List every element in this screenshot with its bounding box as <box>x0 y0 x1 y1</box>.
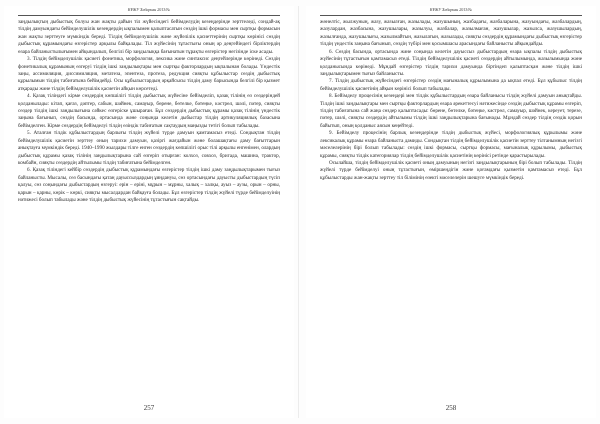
paragraph: 7. Тілдің дыбыстық жүйесіндегі өзгерістер сөздің мағыналық құрылымына да ықпал етеді. Бұл құбылыс тілдің бейімделушілік қасиетінің айқын көрінісі болып табылады. <box>320 78 582 92</box>
paragraph: 5. Аталған тілдік құбылыстардың барлығы тілдің жүйелі түрде дамуын қамтамасыз етеді. Сондықтан тілдің бейімделушілік қасиетін зерттеу оның тарихи дамуын, қазіргі жағдайын және болашақтағы даму бағыттарын анықтауға мүмкіндік береді. 1940–1990 жылдары тілге енген сөздердің көпшілігі орыс тілі арқылы енгенімен, олардың дыбыстық құрамы қазақ тілінің заңдылықтарына сай өзгеріп отырған: колхоз, совхоз, бригада, машина, трактор, комбайн, сияқты сөздердің айтылымы тілдің табиғатына бейімделген. <box>18 130 280 167</box>
paragraph: 6. Сөздің басында, ортасында және соңында келетін дауыссыз дыбыстардың өзара ықпалы тілдің дыбыстық жүйесінің тұтастығын қамтамасыз етеді. Тілдің бейімделушілік қасиеті сөздердің айтылымында, жазылымында және қолданысында көрінеді. Мұндай өзгерістер тілдің тарихи дамуында біртіндеп қалыптасқан және тілдің ішкі заңдылықтарымен тығыз байланысты. <box>320 48 582 77</box>
running-head <box>18 6 280 16</box>
page-number: 257 <box>143 404 155 412</box>
paragraph: 6. Қазақ тіліндегі кейбір сөздердің дыбыстық құрамындағы өзгерістер тілдің ішкі даму заңдылықтарымен тығыз байланысты. Мысалы, сөз басындағы қатаң дауыссыздардың ұяңдануы, сөз ортасындағы дауысты дыбыстардың түсіп қалуы, сөз соңындағы дыбыстардың өзгеруі: ерін – еріні, мұрын – мұрны, халық – халқы, ауыз – аузы, орын – орны, қарын – қарны, көрік – көркі, сияқты мысалдардан байқауға болады. Бұл өзгерістер тілдің жүйелі түрде бейімделуінің нәтижесі болып табылады және тілдің дыбыстық жүйесінің тұтастығын сақтайды. <box>18 167 280 204</box>
running-head-text: КҰЖУ Хабаршы 2013/№ <box>429 7 473 12</box>
running-head-text: КҰЖУ Хабаршы 2013/№ <box>127 7 171 12</box>
paragraph: 9. Бейімделу процесінің барлық кезеңдерінде тілдің дыбыстық жүйесі, морфологиялық құрылымы және лексикалық құрамы өзара байланыста дамиды. Сондықтан тілдің бейімделушілік қасиетін зерттеу тілтанымның негізгі мәселелерінің бірі болып табылады: сөздің ішкі формасы, сыртқы формасы, мағыналық құрылымы, дыбыстық құрамы, сияқты тілдік категориялар тілдің бейімделушілік қасиетінің көрінісі ретінде қарастырылады. <box>320 130 582 159</box>
running-head <box>320 6 582 16</box>
paragraph: 8. Бейімделу процесінің кезеңдері мен тілдік құбылыстардың өзара байланысы тілдің жүйелі дамуын анықтайды. Тілдің ішкі заңдылықтары мен сыртқы факторлардың өзара әрекеттесуі нәтижесінде сөздің дыбыстық құрамы өзгеріп, тілдің табиғатына сай жаңа сөздер қалыптасады: бөрене, бөтелке, бәтеңке, кәстрөл, самауыр, шәйнек, кереует, терезе, пәтер, шәлі, сияқты сөздердің айтылымы тілдің ішкі заңдылықтарына бағынады. Мұндай сөздер тілдің сөздік қорын байытып, оның қолданыс аясын кеңейтеді. <box>320 93 582 129</box>
right-page <box>306 6 596 418</box>
gutter <box>298 6 299 418</box>
paragraph: жөнелтіс, жылжуның, жазу, жазылған, жазылады, жазушының, жазбадағы, жазбаларына, жазуындағы, жазбалардың, жазулардан, жазбасына, жазушылары, жазылуы, жазбалар, жазылмаған, жазушылар, жазылса, жазушылардың, жазылғанда, жазушылығы, жазылмайтын, жазылатын, жазылады, сияқты сөздердің құрамындағы дыбыстық өзгерістер тілдің үндестік заңына бағынып, сөздің түбірі мен қосымшасы арасындағы байланысты айқындайды. <box>320 19 582 48</box>
body-text <box>18 19 280 394</box>
header-rule <box>320 15 582 16</box>
paragraph: Осылайша, тілдің бейімделушілік қасиеті оның дамуының негізгі заңдылықтарының бірі болып табылады. Тілдің жүйелі түрде бейімделуі оның тұтастығын, өміршеңдігін және қоғамдағы қызметін қамтамасыз етеді. Бұл құбылыстарды жан-жақты зерттеу тіл білімінің өзекті мәселелерін шешуге мүмкіндік береді. <box>320 160 582 181</box>
header-rule <box>18 15 280 16</box>
left-page <box>4 6 294 418</box>
paragraph: 3. Тілдің бейімделушілік қасиеті фонетика, морфология, лексика және синтаксис деңгейлерінде көрінеді. Сөздің фонетикалық құрамының өзгеруі тілдің ішкі заңдылықтары мен сыртқы факторлардың ықпалынан болады. Үндестік заңы, ассимиляция, диссимиляция, метатеза, эпентеза, протеза, редукция сияқты құбылыстар сөздің дыбыстық құрылымын тілдің табиғатына бейімдейді. Осы құбылыстардың әрқайсысы тілдің даму барысында белгілі бір қызмет атқарады және тілдің бейімделушілік қасиетін айқын көрсетеді. <box>18 56 280 92</box>
paragraph: заңдылықтың дыбыстық болуы жан жақты дайын тіл жүйесіндегі бейімделудің кезеңдерінде зерттеледі, сондай-ақ тілдің дамуындағы бейімделушілік кезеңдердің ықпалымен қалыптасатын сөздің ішкі формасы мен сыртқы формасын жан жақты зерттеуге мүмкіндік береді. Тілдің бейімделушілік және жүйелілік қасиеттерінің сыртқы көрінісі сөздің дыбыстық құрамындағы өзгерістер арқылы байқалады. Тіл жүйесінің тұтастығы оның әр деңгейіндегі бірліктердің өзара байланыстылығымен айқындалып, белгілі бір заңдылыққа бағынатын тұрақты өзгерістер негізінде іске асады. <box>18 19 280 55</box>
paragraph: 4. Қазақ тіліндегі кірме сөздердің көпшілігі тілдің дыбыстық жүйесіне бейімделіп, қазақ тілінің өз сөздеріндей қолданылады: кітап, қағаз, дәптер, сабын, шәйнек, самауыр, бөрене, бөтелке, бәтеңке, кәстрөл, шәлі, пәтер, сияқты сөздер тілдің ішкі заңдылығына сәйкес өзгеріске ұшыраған. Бұл сөздердің дыбыстық құрамы қазақ тілінің үндестік заңына бағынып, сөздің басында, ортасында және соңында келетін дыбыстар тілдің артикуляциялық базасына бейімделген. Кірме сөздердің бейімделуі тілдің өзіндік табиғатын сақтаудың маңызды тетігі болып табылады. <box>18 93 280 129</box>
body-text <box>320 19 582 394</box>
page-number: 258 <box>445 404 457 412</box>
